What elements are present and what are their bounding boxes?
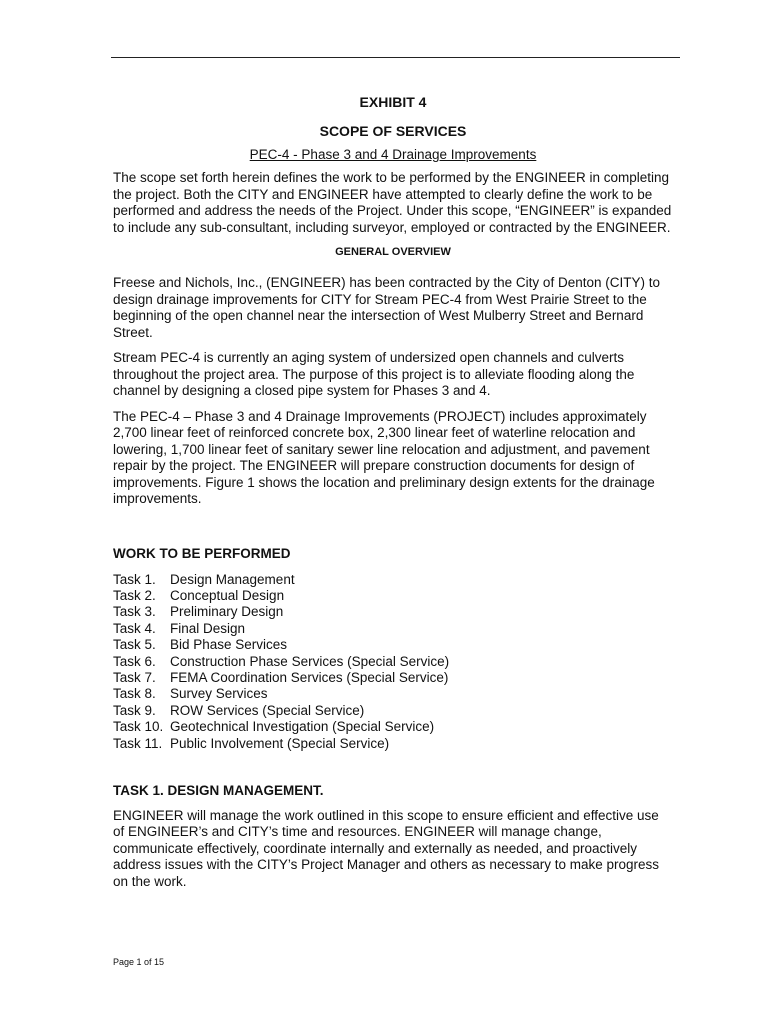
task-name: Design Management — [170, 571, 295, 587]
work-heading: WORK TO BE PERFORMED — [113, 545, 291, 561]
task-number: Task 7. — [113, 669, 156, 685]
task-name: Bid Phase Services — [170, 637, 288, 653]
task-item — [113, 670, 673, 686]
task-name: FEMA Coordination Services (Special Service) — [170, 669, 449, 685]
task-number: Task 1. — [113, 571, 156, 587]
task-number: Task 4. — [113, 620, 156, 636]
task-name: Public Involvement (Special Service) — [170, 735, 390, 751]
task-number: Task 6. — [113, 653, 156, 669]
task-name: Conceptual Design — [170, 587, 285, 603]
task-number: Task 11. — [113, 735, 163, 751]
task-item — [113, 572, 673, 588]
task-name: Final Design — [170, 620, 246, 636]
exhibit-title: EXHIBIT 4 — [359, 94, 427, 110]
scope-title: SCOPE OF SERVICES — [319, 123, 467, 139]
overview-heading: GENERAL OVERVIEW — [335, 246, 451, 258]
project-subtitle — [113, 145, 673, 165]
header-rule — [111, 57, 680, 58]
task-name: Geotechnical Investigation (Special Service) — [170, 719, 435, 735]
task-item — [113, 736, 673, 752]
overview-paragraph-2: Stream PEC-4 is currently an aging system of undersized open channels and culverts throughout the project area. The purpose of this project is to alleviate flooding along the channel by designing a closed pipe system for Phases 3 and 4. — [113, 350, 635, 398]
task-number: Task 5. — [113, 637, 156, 653]
task-list — [113, 572, 673, 752]
task-item — [113, 637, 673, 653]
task-number: Task 8. — [113, 686, 156, 702]
task-name: Preliminary Design — [170, 604, 284, 620]
task-name: Construction Phase Services (Special Service) — [170, 653, 450, 669]
page-number: Page 1 of 15 — [113, 957, 165, 967]
task-item — [113, 588, 673, 604]
intro-paragraph: The scope set forth herein defines the work to be performed by the ENGINEER in completing the project. Both the CITY and ENGINEER have attempted to clearly define the work to be performed and address the needs of the Project. Under this scope, “ENGINEER” is expanded to include any sub-consultant, including surveyor, employed or contracted by the ENGINEER. — [113, 170, 672, 235]
task-number: Task 9. — [113, 702, 156, 718]
task-item — [113, 604, 673, 620]
task-name: ROW Services (Special Service) — [170, 702, 365, 718]
task-item — [113, 719, 673, 735]
task1-paragraph: ENGINEER will manage the work outlined in this scope to ensure efficient and effective use of ENGINEER’s and CITY’s time and resources. ENGINEER will manage change, communicate effectively, coordinate internally and externally as needed, and proactively address issues with the CITY’s Project Manager and others as necessary to make progress on the work. — [113, 807, 660, 889]
task1-heading: TASK 1. DESIGN MANAGEMENT. — [113, 782, 324, 798]
task-item — [113, 621, 673, 637]
overview-paragraph-1: Freese and Nichols, Inc., (ENGINEER) has been contracted by the City of Denton (CITY) to design drainage improvements for CITY for Stream PEC-4 from West Prairie Street to the beginning of the open channel near the intersection of West Mulberry Street and Bernard Street. — [113, 275, 660, 340]
task-item — [113, 703, 673, 719]
project-subtitle-text: PEC-4 - Phase 3 and 4 Drainage Improvements — [249, 147, 537, 162]
document-body — [113, 92, 673, 899]
task-name: Survey Services — [170, 686, 268, 702]
task-item — [113, 686, 673, 702]
overview-paragraph-3: The PEC-4 – Phase 3 and 4 Drainage Improvements (PROJECT) includes approximately 2,700 linear feet of reinforced concrete box, 2,300 linear feet of waterline relocation and lowering, 1,700 linear feet of sanitary sewer line relocation and adjustment, and pavement repair by the project. The ENGINEER will prepare construction documents for design of improvements. Figure 1 shows the location and preliminary design extents for the drainage improvements. — [113, 408, 655, 506]
task-number: Task 3. — [113, 604, 156, 620]
task-number: Task 2. — [113, 587, 156, 603]
task-item — [113, 654, 673, 670]
task-number: Task 10. — [113, 719, 164, 735]
